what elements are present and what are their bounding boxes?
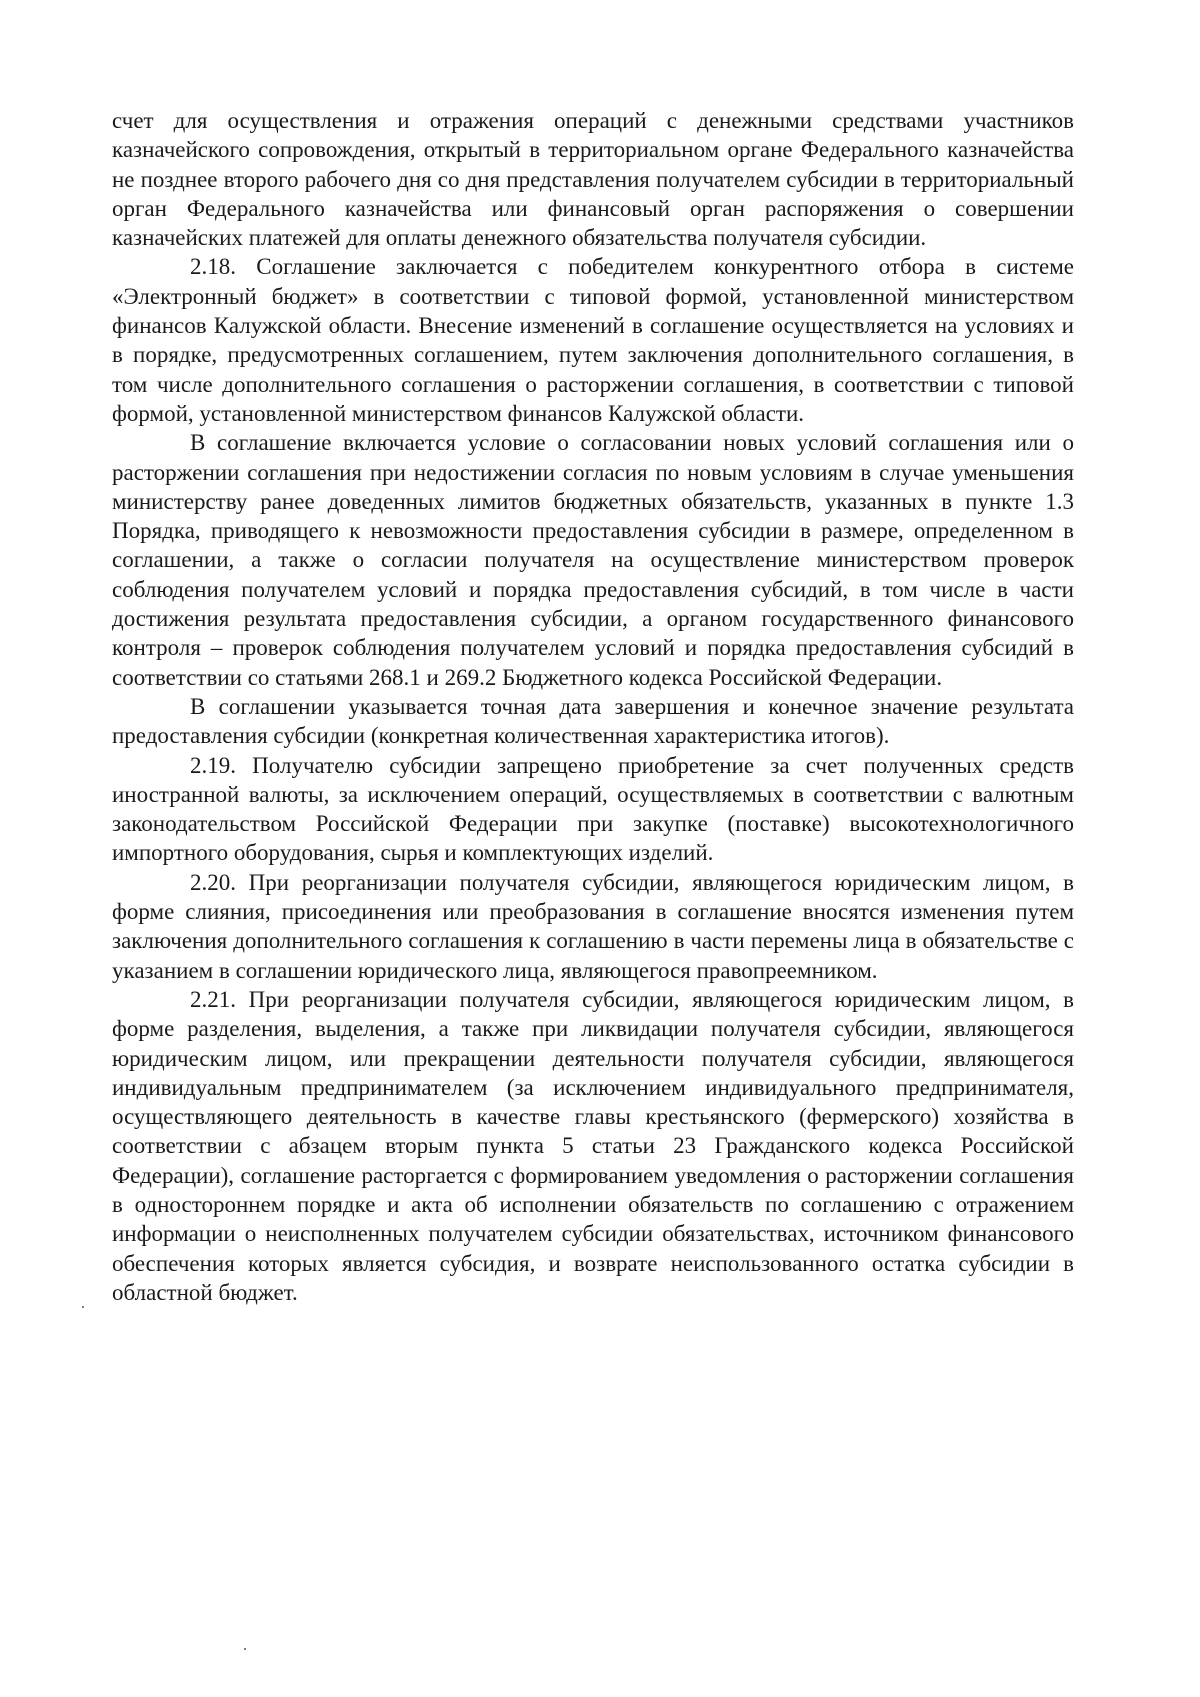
paragraph-2-19: 2.19. Получателю субсидии запрещено приобретение за счет полученных средств иностранной валюты, за исключением операций, осуществляемых в соответствии с валютным законодательством Российской Федерации при закупке (поставке) высокотехнологичного импортного оборудования, сырья и комплектующих изделий. [112, 752, 1074, 866]
document-body [112, 106, 1074, 1307]
paragraph-continuation: счет для осуществления и отражения операций с денежными средствами участников казначейского сопровождения, открытый в территориальном органе Федерального казначейства не позднее второго рабочего дня со дня представления получателем субсидии в территориальный орган Федерального казначейства или финансовый орган распоряжения о совершении казначейских платежей для оплаты денежного обязательства получателя субсидии. [112, 108, 1074, 251]
paragraph-2-21: 2.21. При реорганизации получателя субсидии, являющегося юридическим лицом, в форме разделения, выделения, а также при ликвидации получателя субсидии, являющегося юридическим лицом, или прекращении деятельности получателя субсидии, являющегося индивидуальным предпринимателем (за исключением индивидуального предпринимателя, осуществляющего деятельность в качестве главы крестьянского (фермерского) хозяйства в соответствии с абзацем вторым пункта 5 статьи 23 Гражданского кодекса Российской Федерации), соглашение расторгается с формированием уведомления о расторжении соглашения в одностороннем порядке и акта об исполнении обязательств по соглашению с отражением информации о неисполненных получателем субсидии обязательствах, источником финансового обеспечения которых является субсидия, и возврате неиспользованного остатка субсидии в областной бюджет. [112, 986, 1074, 1305]
scan-speck [244, 1648, 246, 1650]
scan-speck [82, 1306, 84, 1308]
paragraph-2-18: 2.18. Соглашение заключается с победителем конкурентного отбора в системе «Электронный бюджет» в соответствии с типовой формой, установленной министерством финансов Калужской области. Внесение изменений в соглашение осуществляется на условиях и в порядке, предусмотренных соглашением, путем заключения дополнительного соглашения, в том числе дополнительного соглашения о расторжении соглашения, в соответствии с типовой формой, установленной министерством финансов Калужской области. [112, 254, 1074, 426]
paragraph-result-date: В соглашении указывается точная дата завершения и конечное значение результата предоставления субсидии (конкретная количественная характеристика итогов). [112, 693, 1074, 749]
paragraph-agreement-conditions: В соглашение включается условие о согласовании новых условий соглашения или о расторжении соглашения при недостижении согласия по новым условиям в случае уменьшения министерству ранее доведенных лимитов бюджетных обязательств, указанных в пункте 1.3 Порядка, приводящего к невозможности предоставления субсидии в размере, определенном в соглашении, а также о согласии получателя на осуществление министерством проверок соблюдения получателем условий и порядка предоставления субсидий, в том числе в части достижения результата предоставления субсидии, а органом государственного финансового контроля – проверок соблюдения получателем условий и порядка предоставления субсидий в соответствии со статьями 268.1 и 269.2 Бюджетного кодекса Российской Федерации. [112, 430, 1074, 690]
paragraph-2-20: 2.20. При реорганизации получателя субсидии, являющегося юридическим лицом, в форме слияния, присоединения или преобразования в соглашение вносятся изменения путем заключения дополнительного соглашения к соглашению в части перемены лица в обязательстве с указанием в соглашении юридического лица, являющегося правопреемником. [112, 869, 1074, 983]
